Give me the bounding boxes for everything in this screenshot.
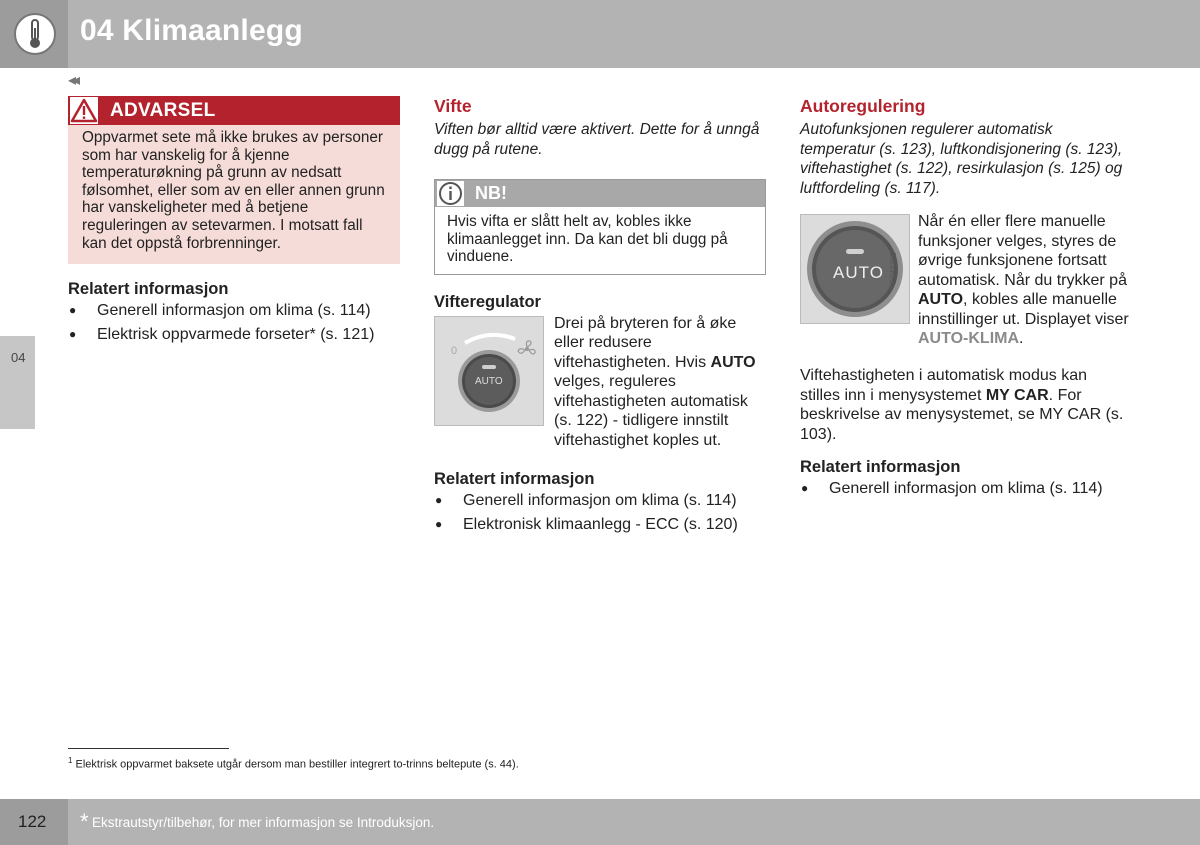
related-link[interactable]: ● Generell informasjon om klima (s. 114) (434, 491, 766, 510)
related-link[interactable]: ● Generell informasjon om klima (s. 114) (800, 479, 1130, 498)
section-intro: Viften bør alltid være aktivert. Dette for å unngå dugg på rutene. (434, 121, 760, 158)
fan-knob-image (434, 316, 544, 426)
note-header (435, 180, 765, 207)
fan-figure-block (434, 316, 766, 456)
column-1 (68, 96, 400, 349)
fan-figure-text (554, 314, 766, 451)
header-icon-panel (0, 0, 68, 68)
auto-text-part: Når én eller flere manuelle funksjoner velges, styres de øvrige funksjonene fortsatt automatisk. Når du trykker på (918, 213, 1127, 289)
back-arrows-icon[interactable]: ◂◂ (68, 72, 77, 89)
related-title: Relatert informasjon (434, 469, 595, 488)
auto-button-image (800, 214, 910, 324)
body-text-part: Viftehastigheten i automatisk modus kan stilles inn i menysystemet (800, 367, 1087, 404)
auto-body-text (800, 366, 1130, 444)
body-text-part: . For beskrivelse av menysystemet, se MY CAR (s. 103). (800, 386, 1124, 443)
auto-text-part: . (1019, 330, 1024, 347)
column-3 (800, 96, 1130, 503)
fan-text-part: Drei på bryteren for å øke eller redusere viftehastigheten. Hvis (554, 314, 737, 371)
footnote-rule (68, 748, 229, 749)
auto-figure-text (918, 212, 1132, 349)
note-text: Hvis vifta er slått helt av, kobles ikke klimaanlegget inn. Da kan det bli dugg på vinduene. (447, 213, 728, 266)
chapter-tab-label: 04 (11, 350, 26, 365)
chapter-tab[interactable] (0, 336, 35, 429)
auto-text-part: , kobles alle manuelle innstillinger ut. Displayet viser (918, 291, 1129, 328)
footnote (68, 756, 519, 771)
warning-text: Oppvarmet sete må ikke brukes av personer som har vanskelig for å kjenne temperaturøkning på grunn av nedsatt følsomhet, eller som av en eller annen grunn har vanskeligheter med å betjene reguleringen av setevarmen. I motsatt fall kan det oppstå forbrenninger. (68, 125, 400, 264)
fan-knob-auto-label: AUTO (475, 375, 503, 387)
related-list (800, 479, 1130, 498)
related-title: Relatert informasjon (68, 280, 229, 299)
footer-text: Ekstrautstyr/tilbehør, for mer informasjon se Introduksjon. (92, 815, 435, 830)
page-number: 122 (18, 812, 47, 831)
display-text-auto-klima: AUTO-KLIMA (918, 330, 1020, 347)
column-2 (434, 96, 766, 539)
warning-icon (70, 97, 98, 124)
page-title: 04 Klimaanlegg (80, 14, 303, 47)
related-link[interactable]: ● Generell informasjon om klima (s. 114) (68, 301, 400, 320)
related-link[interactable]: ● Elektrisk oppvarmede forseter* (s. 121) (68, 325, 400, 344)
related-title: Relatert informasjon (800, 458, 961, 476)
section-title-vifte: Vifte (434, 96, 472, 116)
note-label: NB! (475, 183, 507, 203)
related-list (68, 301, 400, 344)
fan-text-part: velges, reguleres viftehastigheten automatisk (s. 122) - tidligere innstilt viftehastighet koples ut. (554, 373, 748, 449)
related-link[interactable]: ● Elektronisk klimaanlegg - ECC (s. 120) (434, 515, 766, 534)
note-box (434, 179, 766, 275)
thermometer-icon (14, 13, 56, 55)
subsection-title: Vifteregulator (434, 292, 541, 311)
body-text-bold: MY CAR (985, 386, 1049, 404)
info-icon (437, 181, 464, 206)
section-title-autoregulering: Autoregulering (800, 96, 926, 116)
fan-text-bold: AUTO (710, 353, 756, 371)
figure-code: G043760 (889, 252, 898, 285)
section-intro: Autofunksjonen regulerer automatisk temperatur (s. 123), luftkondisjonering (s. 123), viftehastighet (s. 122), resirkulasjon (s. 125) og luftfordeling (s. 117). (800, 121, 1123, 197)
auto-figure-block (800, 214, 1130, 352)
footer-star: * (80, 809, 89, 834)
warning-header (68, 96, 400, 125)
warning-label: ADVARSEL (110, 100, 216, 121)
footnote-marker: 1 (68, 756, 73, 765)
footnote-text: Elektrisk oppvarmet baksete utgår dersom man bestiller integrert to-trinns beltepute (s. 44). (72, 758, 519, 771)
auto-button-label: AUTO (833, 263, 884, 282)
related-list (434, 491, 766, 534)
fan-scale-zero: 0 (451, 344, 458, 357)
auto-text-bold: AUTO (918, 291, 964, 308)
